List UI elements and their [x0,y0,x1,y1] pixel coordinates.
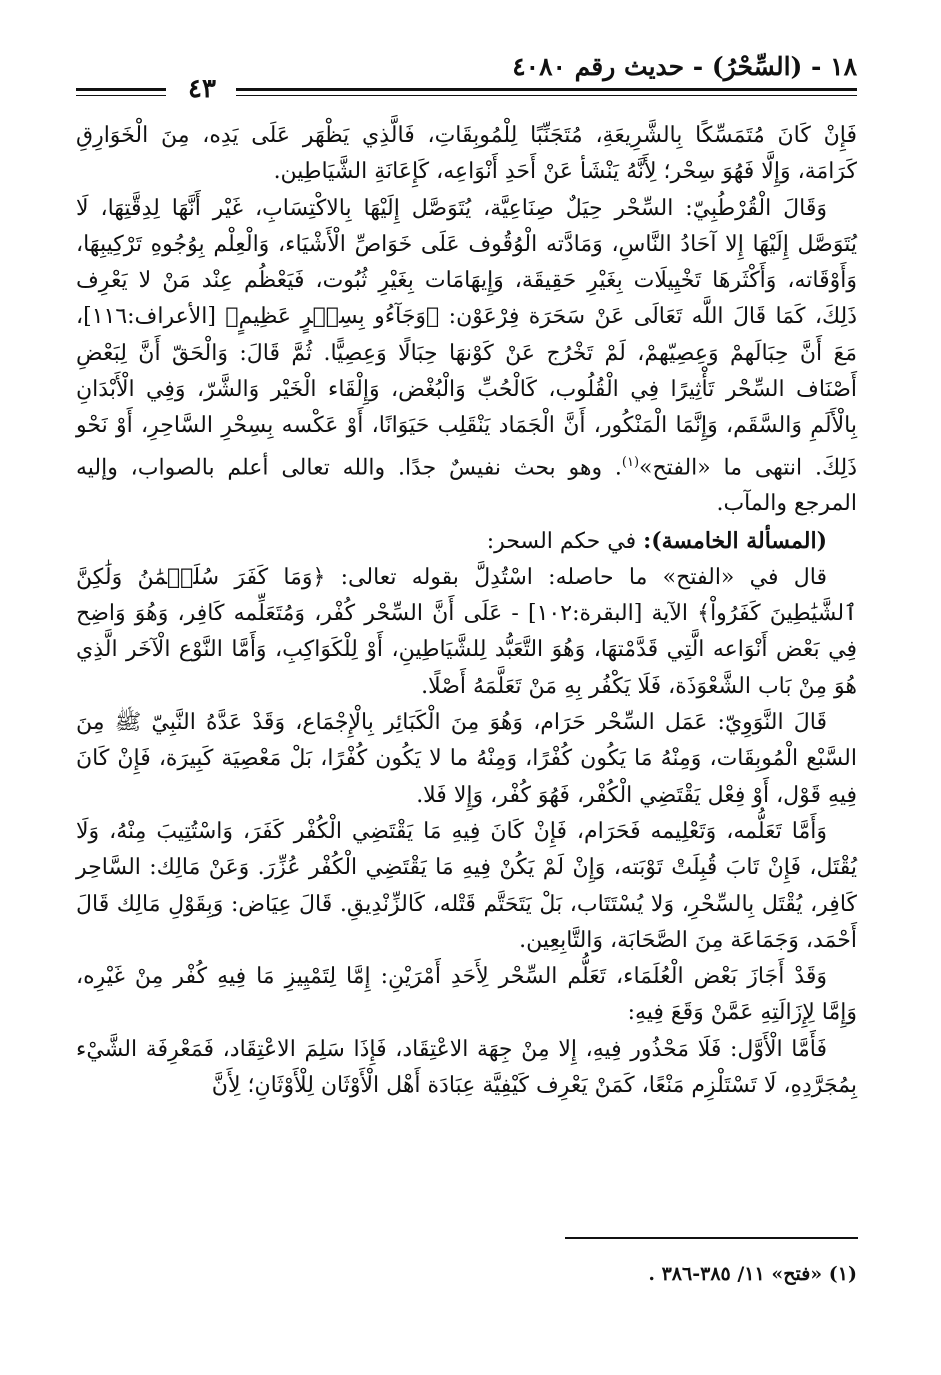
issue-heading: (المسألة الخامسة): [643,527,827,554]
footnote-ref[interactable]: (١) [621,454,640,470]
footnote: (١) «فتح» ١١/ ٣٨٥-٣٨٦ . [648,1263,857,1285]
paragraph-5: وَأَمَّا تَعَلُّمه، وَتَعْلِيمه فَحَرَام، فَإِنْ كَانَ فِيهِ مَا يَقْتَضِي الْكُفْر كَفَرَ، وَاسْتُتِيبَ مِنْهُ، وَلَا يُقْتَل، فَإِنْ تَابَ قُبِلَتْ تَوْبَته، وَإِنْ لَمْ يَكُنْ فِيهِ مَا يَقْتَضِي الْكُفْر عُزِّرَ. وَعَنْ مَالِك: السَّاحِر كَافِر، يُقْتَل بِالسِّحْرِ، وَلا يُسْتَتَاب، بَلْ يَتَحَتَّم قَتْله، كَالزِّنْدِيقِ. قَالَ عِيَاض: وَبِقَوْلِ مَالِك قَالَ أَحْمَد، وَجَمَاعَة مِنَ الصَّحَابَة، وَالتَّابِعِين. [76,818,857,953]
header-double-rule-left [76,88,166,96]
paragraph-7: فَأَمَّا الْأَوَّل: فَلَا مَحْذُور فِيهِ، إِلا مِنْ جِهَة الاعْتِقَاد، فَإِذَا سَلِمَ الاعْتِقَاد، فَمَعْرِفَة الشَّيْء بِمُجَرَّدِهِ، لَا تَسْتَلْزِم مَنْعًا، كَمَنْ يَعْرِف كَيْفِيَّة عِبَادَة أَهْل الْأَوْثَان لِلْأَوْثَانِ؛ لِأَنَّ [76,1036,857,1099]
page-number: ٤٣ [188,74,216,104]
running-header-title: ١٨ - (السِّحْرُ) - حديث رقم ٤٠٨٠ [512,52,857,81]
paragraph-6: وَقَدْ أَجَازَ بَعْض الْعُلَمَاء، تَعَلُّم السِّحْر لِأَحَدِ أَمْرَيْنِ: إِمَّا لِتَمْيِيزِ مَا فِيهِ كُفْر مِنْ غَيْرِه، وَإِمَّا لِإِزَالَتِهِ عَمَّنْ وَقَعَ فِيهِ: [76,964,857,1026]
footnote-separator [565,1237,858,1239]
header-double-rule [236,88,857,96]
page-body [76,118,857,1104]
paragraph-4: قَالَ النَّوَوِيّ: عَمَل السِّحْر حَرَام، وَهُوَ مِنَ الْكَبَائِر بِالْإِجْمَاع، وَقَدْ عَدَّهُ النَّبِيّ ﷺ مِنَ السَّبْع الْمُوبِقَات، وَمِنْهُ مَا يَكُون كُفْرًا، وَمِنْهُ ما لا يَكُون كُفْرًا، بَلْ مَعْصِيَة كَبِيرَة، فَإِنْ كَانَ فِيهِ قَوْل، أَوْ فِعْل يَقْتَضِي الْكُفْر، فَهُوَ كُفْر، وَإِلا فَلا. [76,710,857,808]
paragraph-1: فَإِنْ كَانَ مُتَمَسِّكًا بِالشَّرِيعَةِ، مُتَجَنِّبًا لِلْمُوبِقَاتِ، فَالَّذِي يَظْهَر عَلَى يَدِه، مِنَ الْخَوَارِقِ كَرَامَة، وَإِلَّا فَهُوَ سِحْر؛ لِأَنَّهُ يَنْشَأ عَنْ أَحَدِ أَنْوَاعِه، كَإِعَانَةِ الشَّيَاطِين. [76,123,857,185]
paragraph-3: قال في «الفتح» ما حاصله: اسْتُدِلَّ بقوله تعالى: ﴿وَمَا كَفَرَ سُلَيۡمَٰنُ وَلَٰكِنَّ ٱلشَّيَٰطِينَ كَفَرُواْ﴾ الآية [البقرة:١٠٢] - عَلَى أَنَّ السِّحْر كُفْر، وَمُتَعَلِّمه كَافِر، وَهُوَ وَاضِح فِي بَعْض أَنْوَاعه الَّتِي قَدَّمْتهَا، وَهُوَ التَّعَبُّد لِلشَّيَاطِينِ، أَوْ لِلْكَوَاكِبِ، وَأَمَّا النَّوْع الْآخَر الَّذِي هُوَ مِنْ بَاب الشَّعْوَذَة، فَلَا يَكْفُر بِهِ مَنْ تَعَلَّمَهُ أَصْلًا. [76,564,857,699]
paragraph-2: وَقَالَ الْقُرْطُبِيّ: السِّحْر حِيَلٌ صِنَاعِيَّة، يُتَوَصَّل إِلَيْهَا بِالاكْتِسَابِ، غَيْر أَنَّهَا لِدِقَّتِهَا، لَا يُتَوَصَّل إِلَيْهَا إِلا آحَادُ النَّاسِ، وَمَادَّته الْوُقُوف عَلَى خَوَاصِّ الْأَشْيَاء، وَالْعِلْم بِوُجُوهِ تَرْكِيبِهَا، وَأَوْقَاته، وَأَكْثَرهَا تَخْيِيلَات بِغَيْرِ حَقِيقَة، وَإِيهَامَات بِغَيْرِ ثُبُوت، فَيَعْظُم عِنْد مَنْ لا يَعْرِف ذَلِكَ، كَمَا قَالَ اللَّه تَعَالَى عَنْ سَحَرَة فِرْعَوْن: ﴿وَجَآءُو بِسِحۡرٍ عَظِيمٍ﴾ [الأعراف:١١٦]، مَعَ أَنَّ حِبَالَهمْ وَعِصِيّهمْ، لَمْ تَخْرُج عَنْ كَوْنهَا حِبَالًا وَعِصِيًّا. ثُمَّ قَالَ: وَالْحَقّ أَنَّ لِبَعْضِ أَصْنَاف السِّحْر تَأْثِيرًا فِي الْقُلُوب، كَالْحُبِّ وَالْبُغْض، وَإِلْقَاء الْخَيْر وَالشَّرّ، وَفِي الْأَبْدَانِ بِالْأَلَمِ وَالسَّقَم، وَإِنَّمَا الْمَنْكُور، أَنَّ الْجَمَاد يَنْقَلِب حَيَوَانًا، أَوْ عَكْسه بِسِحْرِ السَّاحِرِ، أَوْ نَحْو ذَلِكَ. انتهى ما «الفتح»$^{(١)}$. وهو بحث نفيسٌ جدًا. والله تعالى أعلم بالصواب، وإليه المرجع والمآب. [76,195,858,517]
section-heading: (المسألة الخامسة): في حكم السحر: [486,527,827,554]
